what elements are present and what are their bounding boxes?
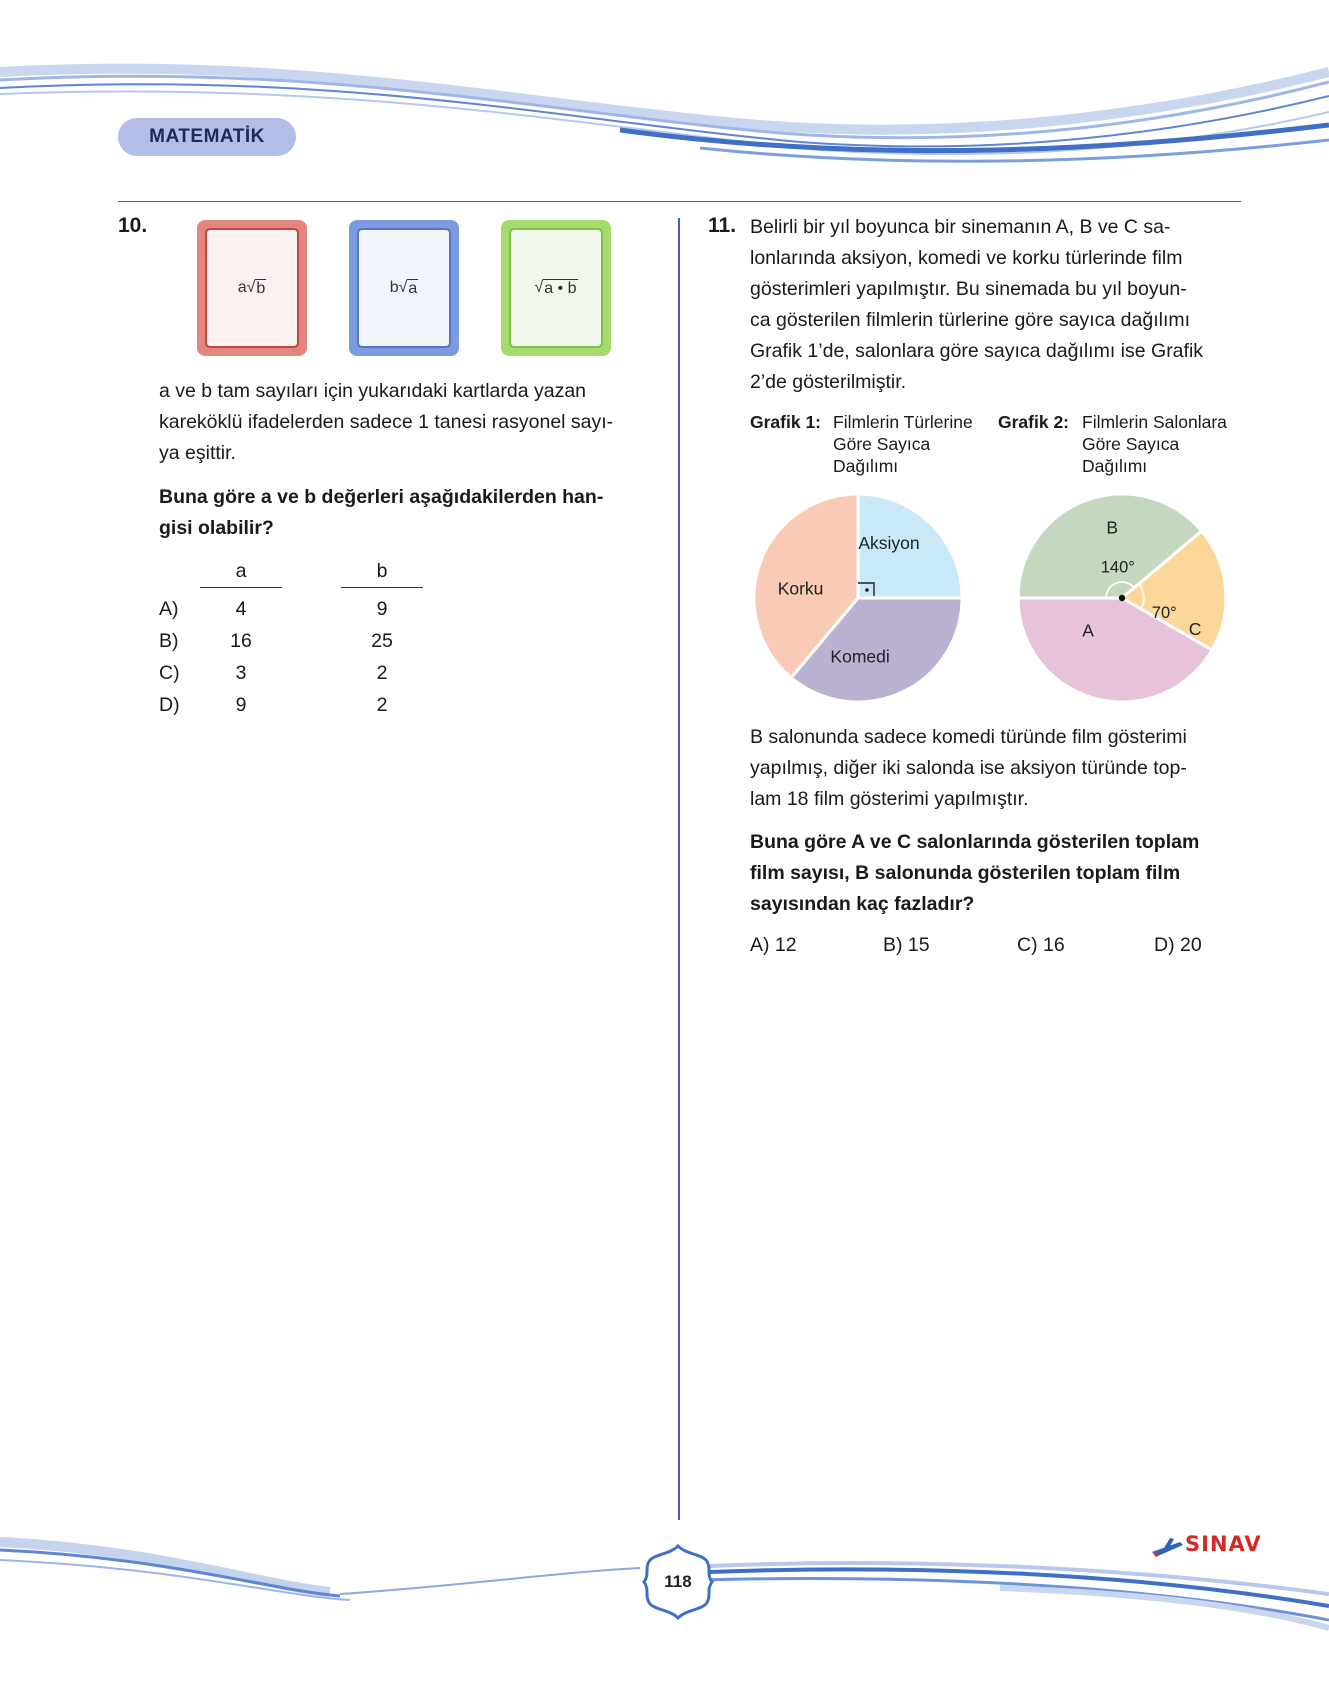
text-line: ya eşittir. [159, 442, 236, 464]
table-header-rule-b [341, 587, 423, 588]
brand-logo: SINAV [1185, 1532, 1262, 1556]
question-line: film sayısı, B salonunda gösterilen toplam film [750, 862, 1181, 884]
radical-sign: √ [246, 279, 256, 296]
radical-sign: √ [398, 279, 408, 296]
text-line: Grafik 1’de, salonlara göre sayıca dağılımı ise Grafik [750, 340, 1204, 362]
option-label: B) [159, 630, 179, 652]
question-line: Buna göre a ve b değerleri aşağıdakilerden han- [159, 486, 604, 508]
header-waves [0, 0, 1329, 200]
q11-after-text [750, 722, 1187, 815]
title-line: Filmlerin Türlerine [833, 412, 973, 432]
table-header-rule-a [200, 587, 282, 588]
option-value-a: 3 [235, 662, 247, 684]
q11-intro [750, 212, 1203, 398]
card-a-sqrt-b [197, 220, 307, 356]
pie-label-a: A [1082, 620, 1094, 641]
question-number-11: 11. [708, 214, 737, 237]
airplane-logo-icon [1150, 1534, 1184, 1560]
pie-label-c: C [1188, 619, 1202, 640]
angle-label-c: 70° [1151, 603, 1177, 622]
text-line: lonlarında aksiyon, komedi ve korku türlerinde film [750, 247, 1183, 269]
option-row-a[interactable] [159, 598, 388, 621]
pie-label-aksiyon: Aksiyon [858, 532, 920, 553]
option-label: D) [159, 694, 180, 716]
graph1-label: Grafik 1: [750, 412, 821, 432]
table-header-b: b [376, 560, 388, 582]
title-line: Dağılımı [833, 456, 899, 476]
top-divider [118, 201, 1241, 202]
option-row-b[interactable] [159, 630, 393, 653]
text-line: 2’de gösterilmiştir. [750, 371, 907, 393]
card-radicand: b [256, 279, 266, 297]
choice-c[interactable]: C) 16 [1017, 934, 1065, 956]
radical-sign: √ [534, 279, 544, 296]
title-line: Dağılımı [1082, 456, 1148, 476]
option-value-b: 25 [371, 630, 393, 652]
card-radicand: a • b [544, 279, 577, 297]
option-value-b: 2 [376, 694, 388, 716]
pie-label-korku: Korku [777, 578, 824, 599]
card-prefix: b [389, 279, 399, 296]
choice-d[interactable]: D) 20 [1154, 934, 1202, 956]
option-row-d[interactable] [159, 694, 388, 717]
text-line: yapılmış, diğer iki salonda ise aksiyon türünde top- [750, 757, 1187, 779]
pie-label-komedi: Komedi [830, 646, 890, 667]
title-line: Göre Sayıca [833, 434, 931, 454]
option-value-b: 9 [376, 598, 388, 620]
graph1-title [833, 411, 973, 477]
card-sqrt-a-times-b [501, 220, 611, 356]
column-divider [678, 218, 680, 1520]
subject-badge: MATEMATİK [118, 118, 296, 156]
title-line: Göre Sayıca [1082, 434, 1180, 454]
page-number: 118 [664, 1572, 692, 1591]
table-header-a: a [235, 560, 247, 582]
option-label: C) [159, 662, 180, 684]
text-line: ca gösterilen filmlerin türlerine göre sayıca dağılımı [750, 309, 1191, 331]
q11-question [750, 827, 1199, 920]
question-line: Buna göre A ve C salonlarında gösterilen toplam [750, 831, 1200, 853]
option-value-a: 16 [230, 630, 252, 652]
card-b-sqrt-a [349, 220, 459, 356]
text-line: lam 18 film gösterimi yapılmıştır. [750, 788, 1029, 810]
option-label: A) [159, 598, 179, 620]
card-prefix: a [237, 279, 247, 296]
text-line: a ve b tam sayıları için yukarıdaki kartlarda yazan [159, 380, 587, 402]
text-line: Belirli bir yıl boyunca bir sinemanın A, B ve C sa- [750, 216, 1171, 238]
question-number-10: 10. [118, 214, 148, 237]
q10-text [159, 376, 613, 469]
text-line: kareköklü ifadelerden sadece 1 tanesi rasyonel sayı- [159, 411, 614, 433]
text-line: B salonunda sadece komedi türünde film gösterimi [750, 726, 1187, 748]
pie-chart-halls [1012, 488, 1232, 708]
pie-chart-genres [748, 488, 968, 708]
choice-a[interactable]: A) 12 [750, 934, 797, 956]
title-line: Filmlerin Salonlara [1082, 412, 1227, 432]
option-row-c[interactable] [159, 662, 388, 685]
option-value-b: 2 [376, 662, 388, 684]
text-line: gösterimleri yapılmıştır. Bu sinemada bu yıl boyun- [750, 278, 1187, 300]
graph2-title [1082, 411, 1227, 477]
pie-label-b: B [1106, 517, 1119, 538]
q10-question [159, 482, 603, 544]
choice-b[interactable]: B) 15 [883, 934, 930, 956]
card-radicand: a [408, 279, 418, 297]
option-value-a: 9 [235, 694, 247, 716]
question-line: gisi olabilir? [159, 517, 274, 539]
option-value-a: 4 [235, 598, 247, 620]
graph2-label: Grafik 2: [998, 412, 1069, 432]
question-line: sayısından kaç fazladır? [750, 893, 975, 915]
angle-label-b: 140° [1100, 558, 1135, 577]
